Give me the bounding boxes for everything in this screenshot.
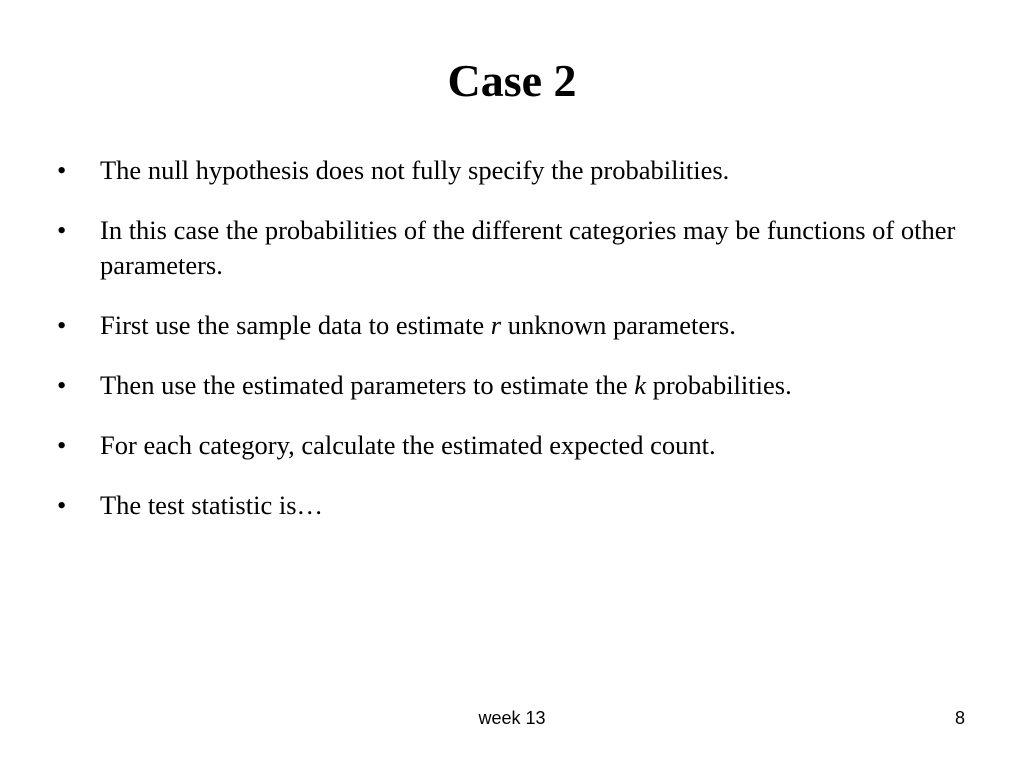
footer-label: week 13 — [478, 708, 546, 728]
bullet-text: The test statistic is… — [100, 490, 324, 520]
bullet-text: For each category, calculate the estimated expected count. — [100, 430, 716, 460]
bullet-text-after: unknown parameters. — [501, 310, 736, 340]
bullet-text: The null hypothesis does not fully specify the probabilities. — [100, 155, 730, 185]
bullet-item — [57, 368, 957, 403]
bullet-icon: • — [57, 370, 67, 400]
variable-k: k — [634, 370, 646, 400]
bullet-text-after: probabilities. — [645, 370, 792, 400]
bullet-item — [57, 213, 957, 283]
bullet-text-before: Then use the estimated parameters to estimate the — [100, 370, 635, 400]
page-number: 8 — [954, 708, 965, 728]
bullet-text: In this case the probabilities of the different categories may be functions of other parameters. — [100, 215, 956, 280]
bullet-icon: • — [57, 430, 67, 460]
bullet-icon: • — [57, 155, 67, 185]
bullet-item — [57, 153, 957, 188]
slide-title: Case 2 — [447, 55, 577, 106]
bullet-icon: • — [57, 310, 67, 340]
bullet-item — [57, 428, 957, 463]
bullet-icon: • — [57, 490, 67, 520]
bullet-icon: • — [57, 215, 67, 245]
bullet-text — [100, 370, 792, 400]
bullet-item — [57, 488, 957, 523]
bullet-text — [100, 310, 736, 340]
bullet-item — [57, 308, 957, 343]
variable-r: r — [490, 310, 502, 340]
bullet-list — [57, 153, 957, 548]
bullet-text-before: First use the sample data to estimate — [100, 310, 491, 340]
